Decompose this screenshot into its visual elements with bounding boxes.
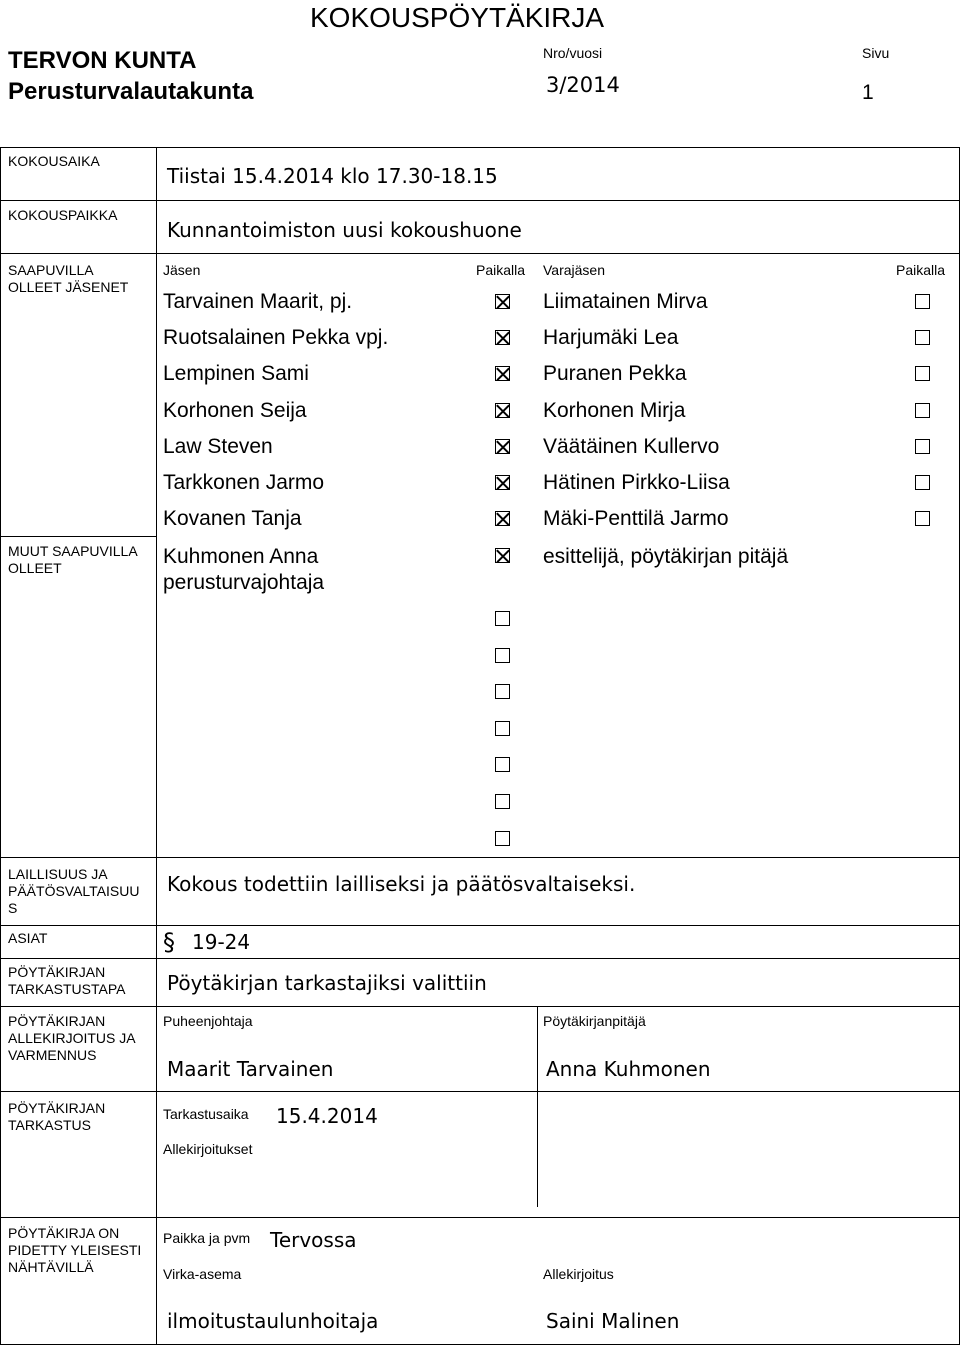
deputy-present-checkbox[interactable] [915, 439, 930, 454]
inspection-method-value: Pöytäkirjan tarkastajiksi valittiin [167, 971, 487, 995]
deputy-present-checkbox[interactable] [915, 330, 930, 345]
inspection-label-line: PÖYTÄKIRJAN [8, 1100, 106, 1116]
deputy-name: Harjumäki Lea [543, 326, 679, 349]
others-empty-checkbox[interactable] [495, 794, 510, 809]
chair-name: Maarit Tarvainen [167, 1057, 334, 1081]
deputy-name: Puranen Pekka [543, 362, 687, 385]
signatures-label: Allekirjoitukset [163, 1141, 253, 1157]
signing-label-line: ALLEKIRJOITUS JA [8, 1030, 136, 1046]
deputy-name: Mäki-Penttilä Jarmo [543, 507, 729, 530]
others-present-checkbox[interactable] [495, 548, 510, 563]
committee-name: Perusturvalautakunta [8, 78, 254, 105]
others-title: perusturvajohtaja [163, 571, 325, 594]
document-title: KOKOUSPÖYTÄKIRJA [310, 2, 605, 33]
others-section-label: MUUT SAAPUVILLA OLLEET [8, 543, 137, 576]
deputy-present-checkbox[interactable] [915, 511, 930, 526]
deputy-name: Liimatainen Mirva [543, 290, 708, 313]
deputy-column-header: Varajäsen [543, 262, 606, 278]
legality-value: Kokous todettiin lailliseksi ja päätösvaltaiseksi. [167, 872, 636, 896]
member-name: Lempinen Sami [163, 362, 309, 385]
public-notice-label-line: PIDETTY YLEISESTI [8, 1242, 142, 1258]
member-name: Tarkkonen Jarmo [163, 471, 325, 494]
place-date-value: Tervossa [270, 1228, 357, 1252]
others-empty-checkbox[interactable] [495, 648, 510, 663]
number-value: 3/2014 [546, 73, 620, 97]
others-empty-checkbox[interactable] [495, 831, 510, 846]
number-label: Nro/vuosi [543, 45, 603, 61]
inspection-time-label: Tarkastusaika [163, 1106, 249, 1122]
legality-label-line: LAILLISUUS JA [8, 866, 108, 882]
meeting-place-value: Kunnantoimiston uusi kokoushuone [167, 218, 522, 242]
legality-label-line: S [8, 900, 18, 916]
deputy-present-checkbox[interactable] [915, 294, 930, 309]
inspection-label [8, 1100, 105, 1134]
legality-label [8, 866, 139, 917]
member-present-checkbox[interactable] [495, 403, 510, 418]
member-name: Korhonen Seija [163, 399, 307, 422]
present-column-header: Paikalla [476, 262, 526, 278]
chair-label: Puheenjohtaja [163, 1013, 253, 1029]
attendance-section-label: SAAPUVILLA OLLEET JÄSENET [8, 262, 129, 295]
deputy-present-column-header: Paikalla [896, 262, 946, 278]
member-column-header: Jäsen [163, 262, 201, 278]
member-present-checkbox[interactable] [495, 330, 510, 345]
member-name: Tarvainen Maarit, pj. [163, 290, 353, 313]
others-role: esittelijä, pöytäkirjan pitäjä [543, 545, 789, 568]
meeting-time-label: KOKOUSAIKA [8, 153, 100, 169]
office-value: ilmoitustaulunhoitaja [167, 1309, 379, 1333]
public-notice-label [8, 1225, 141, 1276]
inspection-method-label [8, 964, 125, 998]
signing-label [8, 1013, 136, 1064]
deputy-present-checkbox[interactable] [915, 366, 930, 381]
inspection-method-label-line: PÖYTÄKIRJAN [8, 964, 106, 980]
deputy-present-checkbox[interactable] [915, 475, 930, 490]
office-label: Virka-asema [163, 1266, 242, 1282]
meeting-place-label: KOKOUSPAIKKA [8, 207, 118, 223]
secretary-label: Pöytäkirjanpitäjä [543, 1013, 646, 1029]
signature-label: Allekirjoitus [543, 1266, 614, 1282]
member-present-checkbox[interactable] [495, 294, 510, 309]
legality-label-line: PÄÄTÖSVALTAISUU [8, 883, 140, 899]
deputy-name: Väätäinen Kullervo [543, 435, 720, 458]
inspection-time-value: 15.4.2014 [276, 1104, 378, 1128]
organization-name: TERVON KUNTA [8, 47, 197, 74]
page-number: 1 [862, 81, 874, 104]
inspection-method-label-line: TARKASTUSTAPA [8, 981, 126, 997]
deputy-name: Korhonen Mirja [543, 399, 686, 422]
others-empty-checkbox[interactable] [495, 757, 510, 772]
signature-value: Saini Malinen [546, 1309, 680, 1333]
page-label: Sivu [862, 45, 890, 61]
others-empty-checkbox[interactable] [495, 684, 510, 699]
meeting-time-value: Tiistai 15.4.2014 klo 17.30-18.15 [167, 164, 498, 188]
secretary-name: Anna Kuhmonen [546, 1057, 711, 1081]
deputy-present-checkbox[interactable] [915, 403, 930, 418]
member-present-checkbox[interactable] [495, 511, 510, 526]
place-date-label: Paikka ja pvm [163, 1230, 251, 1246]
public-notice-label-line: NÄHTÄVILLÄ [8, 1259, 94, 1275]
signing-label-line: VARMENNUS [8, 1047, 97, 1063]
items-value: 19-24 [192, 930, 251, 954]
member-present-checkbox[interactable] [495, 475, 510, 490]
others-empty-checkbox[interactable] [495, 611, 510, 626]
others-name: Kuhmonen Anna [163, 545, 319, 568]
member-present-checkbox[interactable] [495, 439, 510, 454]
public-notice-label-line: PÖYTÄKIRJA ON [8, 1225, 120, 1241]
member-name: Kovanen Tanja [163, 507, 302, 530]
items-label: ASIAT [8, 930, 48, 946]
member-name: Ruotsalainen Pekka vpj. [163, 326, 389, 349]
member-name: Law Steven [163, 435, 273, 458]
others-empty-checkbox[interactable] [495, 721, 510, 736]
inspection-label-line: TARKASTUS [8, 1117, 91, 1133]
member-present-checkbox[interactable] [495, 366, 510, 381]
deputy-name: Hätinen Pirkko-Liisa [543, 471, 730, 494]
signing-label-line: PÖYTÄKIRJAN [8, 1013, 106, 1029]
section-sign-icon: § [163, 928, 175, 956]
